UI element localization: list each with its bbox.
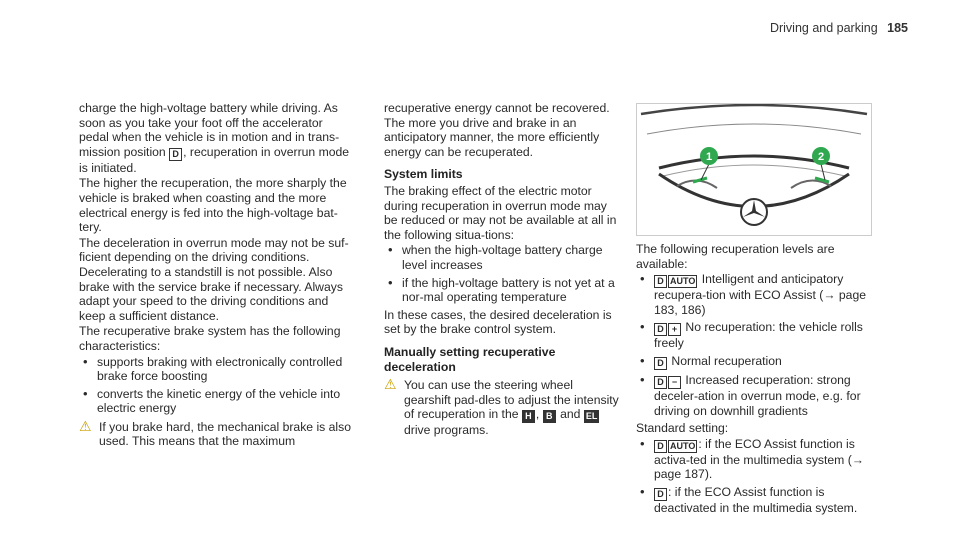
- list-item: • D Normal recuperation: [636, 354, 872, 370]
- info-bulb-icon: ⚠: [79, 417, 92, 434]
- characteristics-list: [79, 355, 355, 416]
- paragraph: The braking effect of the electric motor during recuperation in overrun mode may be reduced or may not be available at all in the following situa-tions:: [384, 183, 617, 242]
- paragraph: The following recuperation levels are available:: [636, 242, 835, 271]
- list-item: • when the high-voltage battery charge level increases: [384, 243, 622, 272]
- drive-position-key: D: [169, 148, 182, 161]
- note: ⚠ You can use the steering wheel gearshift pad-dles to adjust the intensity of recuperation in the H , B and EL drive programs.: [384, 376, 619, 438]
- paragraph: recuperative energy cannot be recovered. The more you drive and brake in an anticipatory manner, the more efficiently energy can be recuperated.: [384, 101, 610, 159]
- paragraph: In these cases, the desired deceleration is set by the brake control system.: [384, 307, 612, 337]
- page-header: [770, 21, 908, 36]
- info-bulb-icon: ⚠: [384, 376, 397, 393]
- list-item: • D − Increased recuperation: strong deceler-ation in overrun mode, e.g. for driving on downhill gradients: [636, 373, 872, 418]
- callout-1: 1: [705, 151, 713, 163]
- callout-2: 2: [817, 151, 825, 163]
- section-title: Driving and parking: [769, 21, 878, 35]
- steering-wheel-figure: [636, 103, 872, 236]
- list-item: • if the high-voltage battery is not yet at a nor-mal operating temperature: [384, 276, 622, 305]
- paragraph: The deceleration in overrun mode may not be suf-ficient depending on the driving conditions. Decelerating to a standstill is not possible. Also brake with the service brake if necessary. Always adapt your speed to the driving conditions and keep a sufficient distance.: [79, 235, 349, 323]
- column-1: [79, 101, 355, 449]
- list-item: • converts the kinetic energy of the vehicle into electric energy: [79, 387, 355, 416]
- note-text: If you brake hard, the mechanical brake is also used. This means that the maximum: [99, 419, 352, 449]
- drive-program-b-key: B: [543, 410, 556, 423]
- list-item: • D : if the ECO Assist function is deactivated in the multimedia system.: [636, 485, 872, 516]
- list-item: • supports braking with electronically controlled brake force boosting: [79, 355, 355, 384]
- note: [79, 417, 355, 449]
- drive-program-h-key: H: [522, 410, 535, 423]
- page-number: 185: [887, 21, 908, 35]
- paragraph: Standard setting:: [636, 421, 729, 436]
- column-3: [636, 242, 872, 519]
- drive-program-el-key: EL: [585, 411, 598, 422]
- paragraph: The higher the recuperation, the more sharply the vehicle is braked when coasting and the more electrical energy is fed into the high-voltage bat-tery.: [79, 176, 347, 235]
- column-2: [384, 101, 622, 438]
- heading-system-limits: System limits: [384, 167, 463, 182]
- steering-wheel-illustration: [637, 104, 871, 235]
- standard-setting-list: [636, 437, 872, 516]
- list-item: • D AUTO Intelligent and anticipatory recupera-tion with ECO Assist (→ page 183, 186): [636, 272, 872, 317]
- heading-manual-recuperation: Manually setting recuperative deceleration: [384, 344, 556, 374]
- limits-list: [384, 243, 622, 304]
- paragraph: The recuperative brake system has the following characteristics:: [79, 324, 341, 353]
- paragraph: charge the high-voltage battery while driving. As soon as you take your foot off the accelerator pedal when the vehicle is in motion and in trans-mission position D , recuperation in overrun mode is initiated.: [79, 101, 350, 175]
- list-item: • D + No recuperation: the vehicle rolls freely: [636, 320, 872, 351]
- list-item: • D AUTO : if the ECO Assist function is activa-ted in the multimedia system (→ page 187).: [636, 437, 872, 482]
- recuperation-levels-list: [636, 272, 872, 418]
